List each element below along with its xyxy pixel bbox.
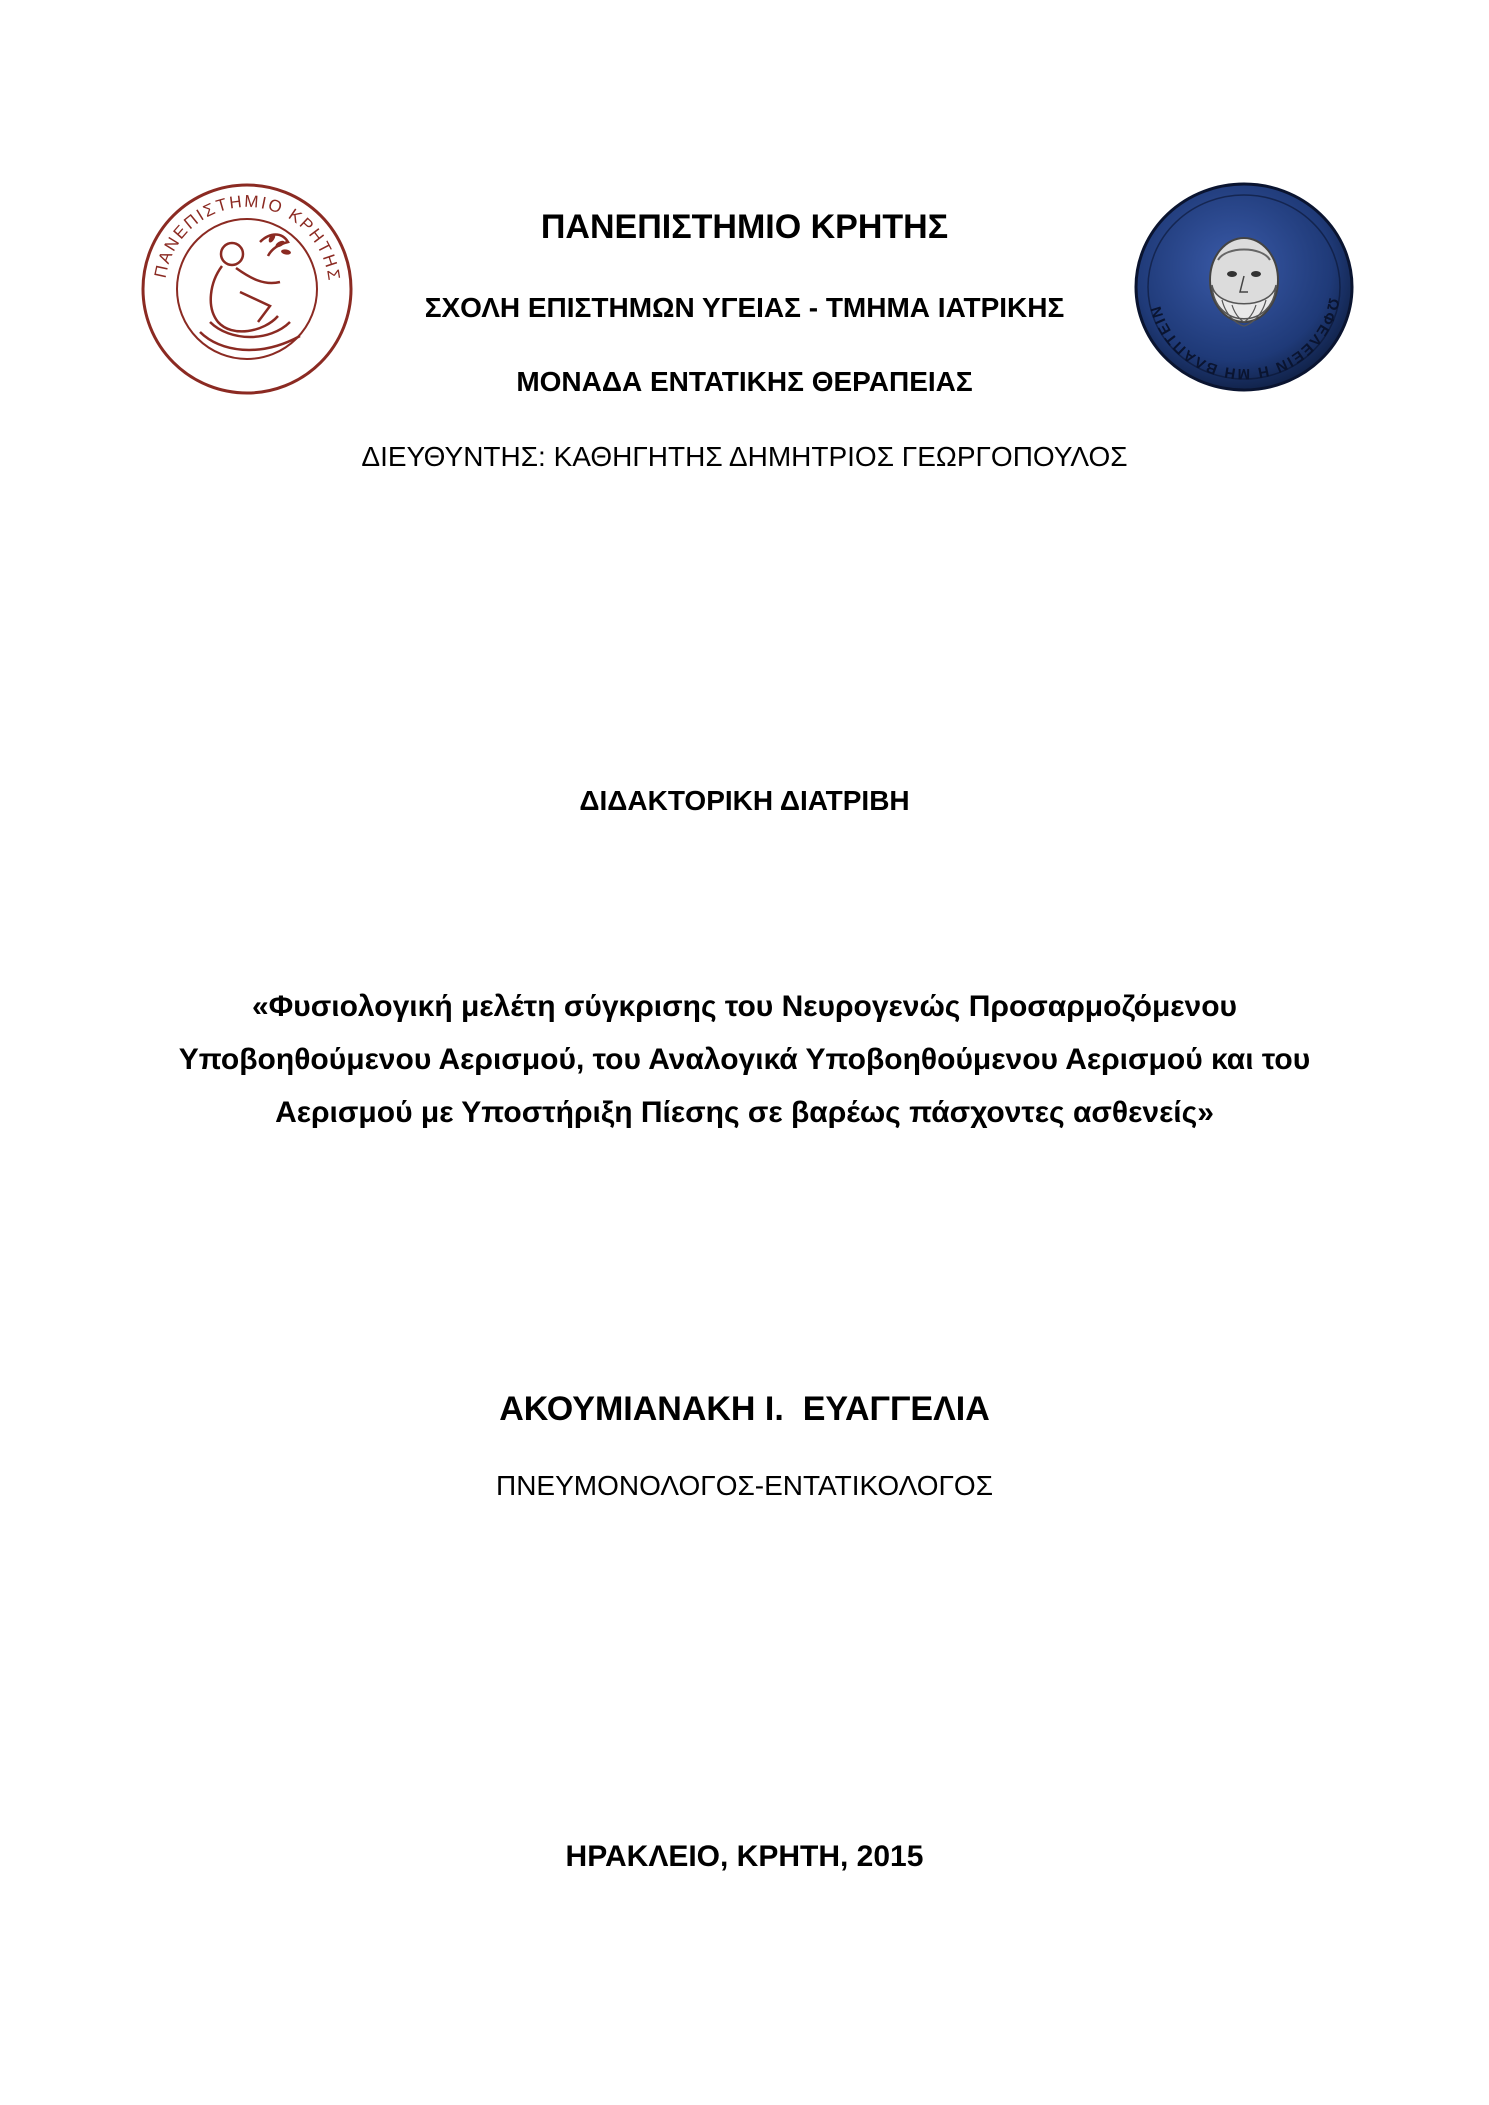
- director-line: ΔΙΕΥΘΥΝΤΗΣ: ΚΑΘΗΓΗΤΗΣ ΔΗΜΗΤΡΙΟΣ ΓΕΩΡΓΟΠΟΥΛΟΣ: [361, 441, 1128, 472]
- author-name: ΑΚΟΥΜΙΑΝΑΚΗ Ι. ΕΥΑΓΓΕΛΙΑ: [499, 1390, 990, 1428]
- document-type: ΔΙΔΑΚΤΟΡΙΚΗ ΔΙΑΤΡΙΒΗ: [579, 785, 910, 816]
- thesis-title-line-2: Υποβοηθούμενου Αερισμού, του Αναλογικά Υποβοηθούμενου Αερισμού και του: [178, 1043, 1311, 1076]
- university-name: ΠΑΝΕΠΙΣΤΗΜΙΟ ΚΡΗΤΗΣ: [540, 208, 949, 246]
- author-specialty: ΠΝΕΥΜΟΝΟΛΟΓΟΣ-ΕΝΤΑΤΙΚΟΛΟΓΟΣ: [495, 1470, 993, 1501]
- thesis-title-line-1: «Φυσιολογική μελέτη σύγκρισης του Νευρογενώς Προσαρμοζόμενου: [251, 990, 1238, 1023]
- thesis-title-line-3: Αερισμού με Υποστήριξη Πίεσης σε βαρέως πάσχοντες ασθενείς»: [275, 1096, 1214, 1129]
- school-department: ΣΧΟΛΗ ΕΠΙΣΤΗΜΩΝ ΥΓΕΙΑΣ - ΤΜΗΜΑ ΙΑΤΡΙΚΗΣ: [424, 292, 1065, 323]
- place-and-year: ΗΡΑΚΛΕΙΟ, ΚΡΗΤΗ, 2015: [565, 1840, 924, 1873]
- unit-name: ΜΟΝΑΔΑ ΕΝΤΑΤΙΚΗΣ ΘΕΡΑΠΕΙΑΣ: [516, 366, 973, 397]
- svg-text:ΠΑΝΕΠΙΣΤΗΜΙΟ ΚΡΗΤΗΣ: ΠΑΝΕΠΙΣΤΗΜΙΟ ΚΡΗΤΗΣ: [150, 191, 344, 284]
- svg-text:ΩΦΕΛΕΕΙΝ Η ΜΗ ΒΛΑΠΤΕΙΝ: ΩΦΕΛΕΕΙΝ Η ΜΗ ΒΛΑΠΤΕΙΝ: [1147, 296, 1343, 383]
